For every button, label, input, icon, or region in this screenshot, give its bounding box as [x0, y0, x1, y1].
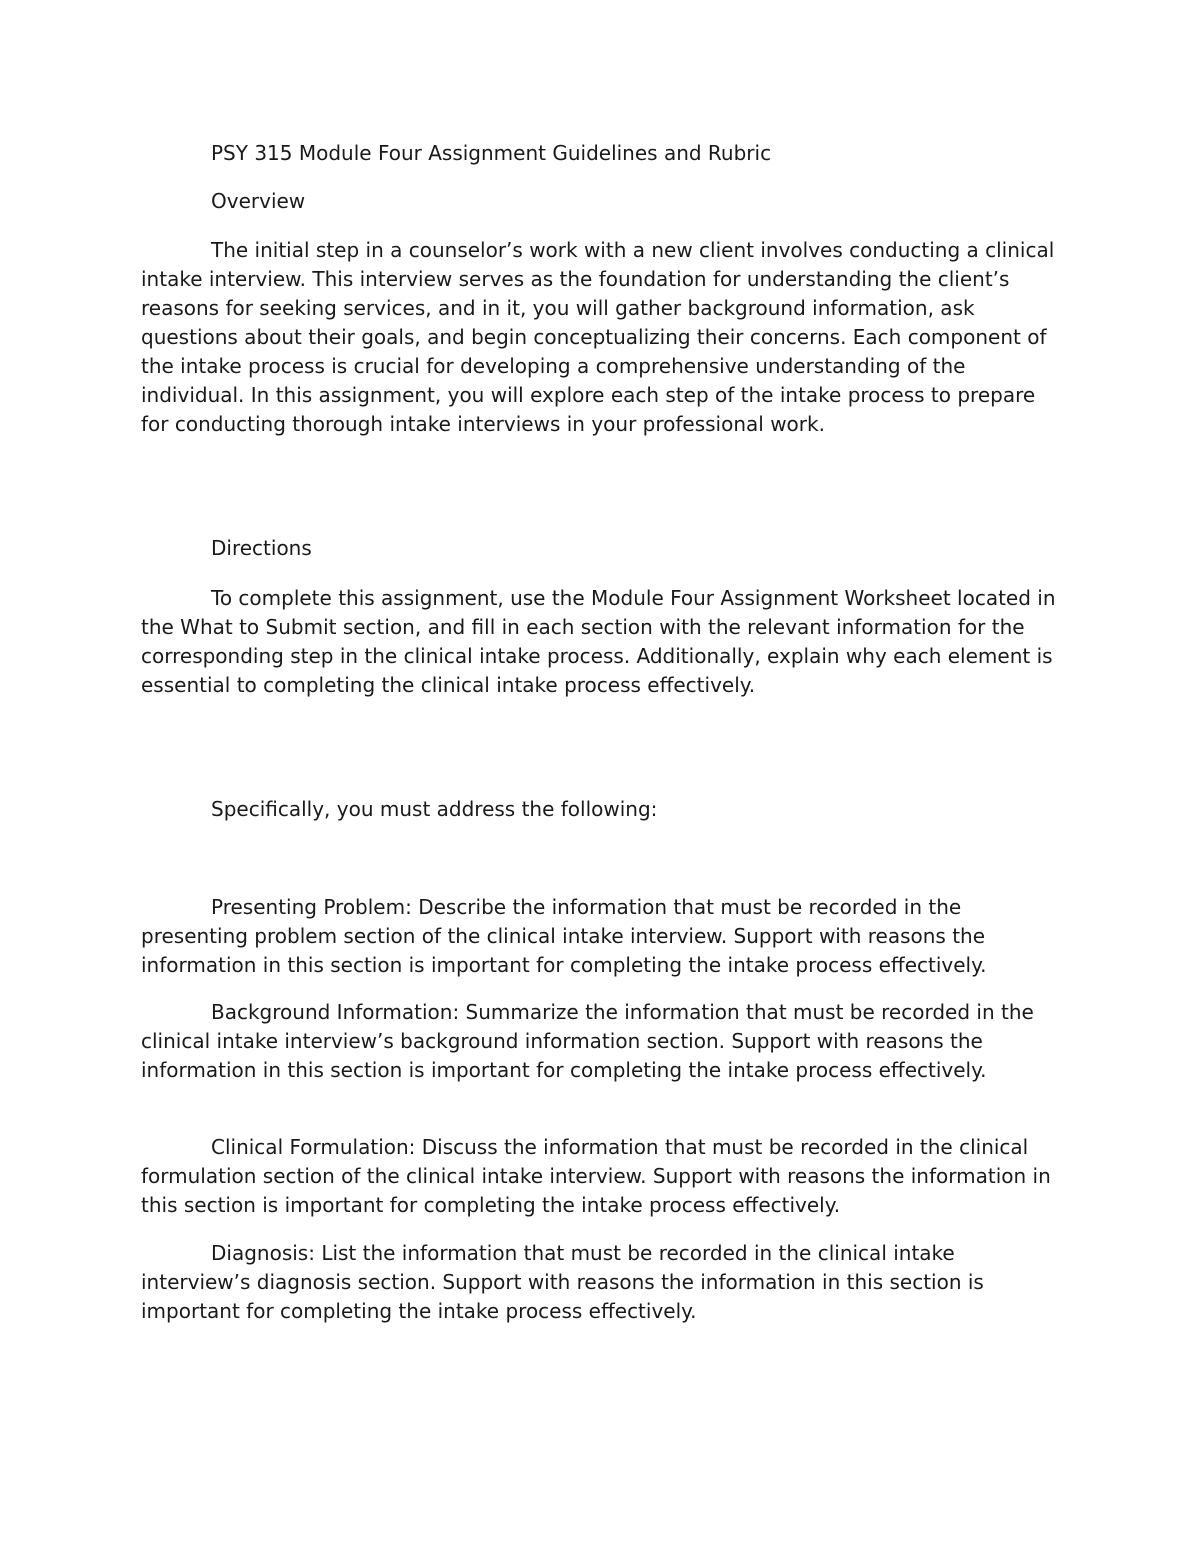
overview-paragraph: The initial step in a counselor’s work with a new client involves conducting a clinical intake interview. This interview serves as the foundation for understanding the client’s reasons for seeking services, and in it, you will gather background information, ask questions about their goals, and begin conceptualizing their concerns. Each component of the intake process is crucial for developing a comprehensive understanding of the individual. In this assignment, you will explore each step of the intake process to prepare for conducting thorough intake interviews in your professional work.	[141, 238, 1055, 436]
list-item-background-information: Background Information: Summarize the information that must be recorded in the clinical intake interview’s background information section. Support with reasons the information in this section is important for completing the intake process effectively.	[141, 1000, 1034, 1082]
directions-paragraph: To complete this assignment, use the Module Four Assignment Worksheet located in the What to Submit section, and fill in each section with the relevant information for the corresponding step in the clinical intake process. Additionally, explain why each element is essential to completing the clinical intake process effectively.	[141, 586, 1056, 697]
specifically-heading: Specifically, you must address the following:	[211, 797, 658, 821]
list-item-clinical-formulation: Clinical Formulation: Discuss the information that must be recorded in the clinical formulation section of the clinical intake interview. Support with reasons the information in this section is important for completing the intake process effectively.	[141, 1135, 1051, 1217]
list-item-diagnosis: Diagnosis: List the information that must be recorded in the clinical intake interview’s diagnosis section. Support with reasons the information in this section is important for completing the intake process effectively.	[141, 1241, 984, 1323]
overview-heading: Overview	[211, 189, 306, 213]
document-title: PSY 315 Module Four Assignment Guidelines and Rubric	[211, 141, 772, 165]
directions-heading: Directions	[211, 536, 312, 560]
list-item-presenting-problem: Presenting Problem: Describe the information that must be recorded in the presenting problem section of the clinical intake interview. Support with reasons the information in this section is important for completing the intake process effectively.	[141, 895, 987, 977]
